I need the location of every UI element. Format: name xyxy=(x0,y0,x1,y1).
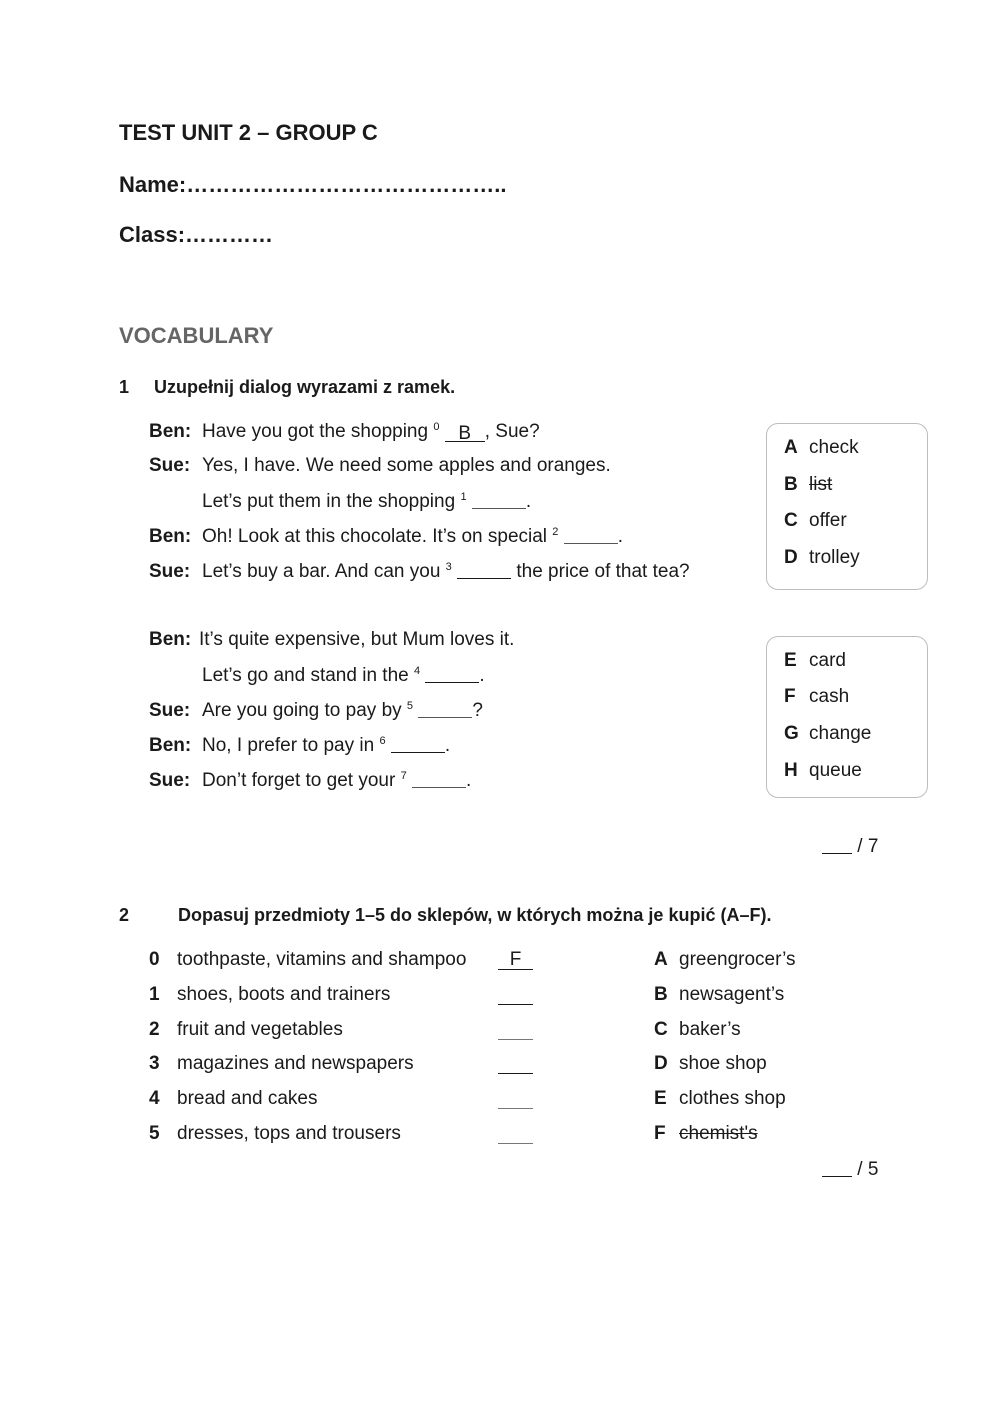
dialog-line-7 xyxy=(149,699,483,722)
line-text: No, I prefer to pay in xyxy=(202,735,375,756)
line-text: Let’s put them in the shopping xyxy=(202,491,456,512)
word-option[interactable]: D trolley xyxy=(784,547,860,568)
match-answer-0[interactable]: F xyxy=(498,951,533,970)
score-total: / 5 xyxy=(857,1159,879,1180)
answer-blank[interactable] xyxy=(425,664,479,683)
test-title: TEST UNIT 2 – GROUP C xyxy=(119,120,378,145)
shop-option[interactable]: A greengrocer’s xyxy=(654,949,796,970)
answer-blank[interactable] xyxy=(418,699,472,718)
dialog-line-2 xyxy=(202,490,531,513)
answer-blank[interactable] xyxy=(472,490,526,509)
speaker: Sue: xyxy=(149,455,191,476)
match-answer-1[interactable] xyxy=(498,986,533,1005)
word-option[interactable]: G change xyxy=(784,723,872,744)
match-answer-4[interactable] xyxy=(498,1090,533,1109)
match-item-4: 4 bread and cakes xyxy=(149,1088,318,1109)
score-blank[interactable] xyxy=(822,1158,852,1177)
dialog-line-1 xyxy=(149,455,611,477)
word-option[interactable]: F cash xyxy=(784,686,850,707)
answer-blank[interactable] xyxy=(457,560,511,579)
line-text: Are you going to pay by xyxy=(202,700,402,721)
word-option[interactable]: E card xyxy=(784,650,846,671)
line-text: Don’t forget to get your xyxy=(202,770,396,791)
dialog-line-9 xyxy=(149,769,471,792)
line-text: . xyxy=(479,665,485,686)
exercise-2-instruction: Dopasuj przedmioty 1–5 do sklepów, w których można je kupić (A–F). xyxy=(178,905,772,925)
word-option[interactable]: H queue xyxy=(784,760,862,781)
line-text: the price of that tea? xyxy=(516,561,690,582)
line-text: . xyxy=(444,735,451,756)
match-answer-3[interactable] xyxy=(498,1055,533,1074)
speaker: Ben: xyxy=(149,735,192,756)
line-text: Have you got the shopping xyxy=(202,421,429,442)
line-text: . xyxy=(617,526,623,547)
line-text: . xyxy=(525,491,532,512)
shop-option[interactable]: D shoe shop xyxy=(654,1053,767,1074)
word-option-used: B list xyxy=(784,474,833,495)
gap-number: 4 xyxy=(413,665,421,677)
dialog-line-4 xyxy=(149,560,690,583)
shop-option[interactable]: E clothes shop xyxy=(654,1088,786,1109)
word-box-2 xyxy=(766,636,928,798)
line-text: Oh! Look at this chocolate. It’s on special xyxy=(202,526,548,547)
name-field[interactable]: Name:…………………………………….. xyxy=(119,172,507,197)
exercise-2-number: 2 xyxy=(119,905,130,925)
answer-blank[interactable]: B xyxy=(445,423,485,442)
match-item-1: 1 shoes, boots and trainers xyxy=(149,984,391,1005)
score-total: / 7 xyxy=(857,836,879,857)
shop-option[interactable]: C baker’s xyxy=(654,1019,741,1040)
match-item-3: 3 magazines and newspapers xyxy=(149,1053,414,1074)
dialog-line-6 xyxy=(202,664,485,687)
speaker: Sue: xyxy=(149,700,191,721)
word-box-1 xyxy=(766,423,928,590)
answer-blank[interactable] xyxy=(412,769,466,788)
score-blank[interactable] xyxy=(822,835,852,854)
dialog-line-8 xyxy=(149,734,450,757)
speaker: Ben: xyxy=(149,629,192,650)
gap-number: 5 xyxy=(406,700,414,712)
match-item-0: 0 toothpaste, vitamins and shampoo xyxy=(149,949,467,970)
section-title: VOCABULARY xyxy=(119,323,274,348)
answer-blank[interactable] xyxy=(391,734,445,753)
match-item-2: 2 fruit and vegetables xyxy=(149,1019,343,1040)
gap-number: 2 xyxy=(552,526,559,538)
match-answer-5[interactable] xyxy=(498,1125,533,1144)
line-text: Yes, I have. We need some apples and oranges. xyxy=(202,455,611,476)
dialog-line-5 xyxy=(149,629,514,651)
line-text: Let’s buy a bar. And can you xyxy=(202,561,441,582)
gap-number: 7 xyxy=(400,770,407,782)
gap-number: 6 xyxy=(379,735,386,747)
exercise-1-number: 1 xyxy=(119,377,130,397)
speaker: Ben: xyxy=(149,421,192,442)
gap-number: 1 xyxy=(460,491,467,503)
shop-option[interactable]: B newsagent’s xyxy=(654,984,785,1005)
exercise-1-score xyxy=(822,835,878,858)
speaker: Ben: xyxy=(149,526,192,547)
speaker: Sue: xyxy=(149,561,191,582)
match-answer-2[interactable] xyxy=(498,1021,533,1040)
line-text: . xyxy=(465,770,472,791)
class-field[interactable]: Class:………… xyxy=(119,222,274,247)
shop-option-used: F chemist's xyxy=(654,1123,758,1144)
line-text: It’s quite expensive, but Mum loves it. xyxy=(199,629,515,650)
answer-blank[interactable] xyxy=(564,525,618,544)
dialog-line-3 xyxy=(149,525,623,548)
gap-number: 0 xyxy=(433,421,440,433)
line-text: , Sue? xyxy=(484,421,540,442)
word-option[interactable]: A check xyxy=(784,437,859,458)
gap-number: 3 xyxy=(445,561,452,573)
dialog-line-0 xyxy=(149,421,540,443)
exercise-1-instruction: Uzupełnij dialog wyrazami z ramek. xyxy=(154,377,456,397)
match-item-5: 5 dresses, tops and trousers xyxy=(149,1123,401,1144)
line-text: Let’s go and stand in the xyxy=(202,665,409,686)
word-option[interactable]: C offer xyxy=(784,510,847,531)
exercise-2-score xyxy=(822,1158,878,1181)
line-text: ? xyxy=(472,700,483,721)
speaker: Sue: xyxy=(149,770,191,791)
